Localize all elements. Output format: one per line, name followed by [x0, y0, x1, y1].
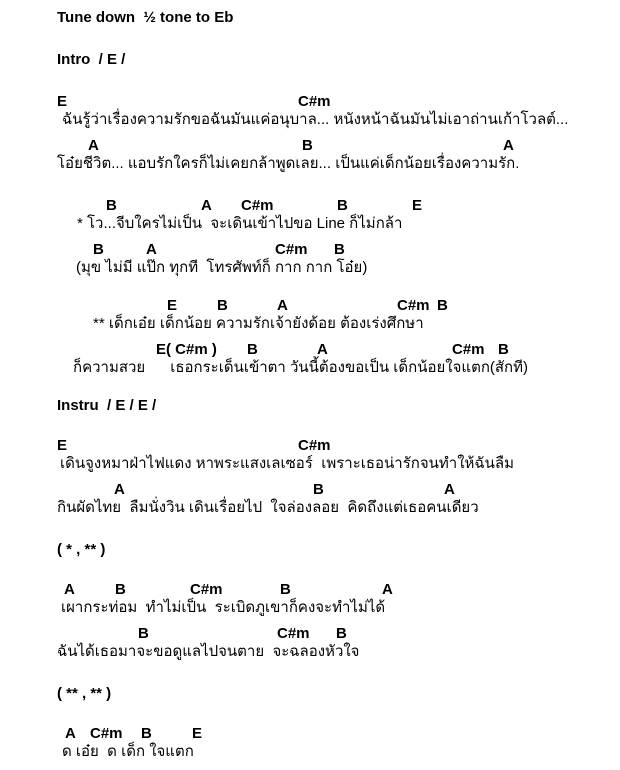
chord-symbol: B	[302, 137, 313, 154]
chord-symbol: B	[106, 197, 117, 214]
lyric-line: เดินจูงหมาฝ่าไฟแดง หาพระแสงเลเซอร์ เพราะเธอน่ารักจนทำให้ฉันลืม	[60, 455, 514, 472]
chord-symbol: B	[138, 625, 149, 642]
chord-symbol: B	[336, 625, 347, 642]
lyric-line: ** เด็กเอ๋ย เด็กน้อย ความรักเจ้ายังด้อย ต้องเร่งศึกษา	[93, 315, 424, 332]
chord-symbol: A	[503, 137, 514, 154]
lyric-line: ด เอ๋ย ด เด็ก ใจแตก	[62, 743, 194, 760]
chord-symbol: E	[192, 725, 203, 742]
chord-line	[0, 240, 620, 259]
chord-symbol: B	[337, 197, 348, 214]
chord-symbol: E( C#m )	[156, 341, 217, 358]
chord-symbol: B	[141, 725, 152, 742]
section-label: ( ** , ** )	[57, 685, 112, 702]
chord-line	[0, 724, 620, 743]
section-label: Instru / E / E /	[57, 397, 157, 414]
chord-symbol: C#m	[277, 625, 310, 642]
chord-line	[0, 580, 620, 599]
chord-line	[0, 196, 620, 215]
chord-symbol: B	[217, 297, 228, 314]
chord-line	[0, 340, 620, 359]
chord-symbol: B	[115, 581, 126, 598]
chord-symbol: B	[247, 341, 258, 358]
chord-symbol: A	[146, 241, 157, 258]
chord-symbol: B	[93, 241, 104, 258]
chord-symbol: C#m	[190, 581, 223, 598]
lyric-line: ก็ความสวย เธอกระเด็นเข้าตา วันนี้ต้องขอเป็น เด็กน้อยใจแตก(สักที)	[73, 359, 529, 376]
chord-line	[0, 136, 620, 155]
section-label: Tune down ½ tone to Eb	[57, 9, 234, 26]
chord-symbol: C#m	[298, 437, 331, 454]
chord-symbol: C#m	[397, 297, 430, 314]
chord-symbol: A	[64, 581, 75, 598]
chord-line	[0, 436, 620, 455]
chord-symbol: E	[167, 297, 178, 314]
chord-symbol: C#m	[90, 725, 123, 742]
chord-symbol: C#m	[452, 341, 485, 358]
chord-symbol: A	[201, 197, 212, 214]
chord-line	[0, 480, 620, 499]
chord-symbol: A	[444, 481, 455, 498]
lyric-line: * โว...จีบใครไม่เป็น จะเดินเข้าไปขอ Line ก็ไม่กล้า	[77, 215, 403, 232]
chord-symbol: C#m	[241, 197, 274, 214]
lyric-line: โอ๋ยชีวิต... แอบรักใครก็ไม่เคยกล้าพูดเลย... เป็นแค่เด็กน้อยเรื่องความรัก.	[57, 155, 520, 172]
chord-symbol: B	[280, 581, 291, 598]
chord-symbol: A	[317, 341, 328, 358]
section-label: ( * , ** )	[57, 541, 106, 558]
chord-symbol: A	[88, 137, 99, 154]
section-label: Intro / E /	[57, 51, 126, 68]
chord-symbol: E	[57, 437, 68, 454]
chord-symbol: A	[114, 481, 125, 498]
chord-line	[0, 296, 620, 315]
chord-symbol: E	[57, 93, 68, 110]
chord-line	[0, 624, 620, 643]
chord-symbol: B	[313, 481, 324, 498]
chord-symbol: C#m	[275, 241, 308, 258]
chord-line	[0, 92, 620, 111]
lyric-line: เผากระท่อม ทำไม่เป็น ระเบิดภูเขาก็คงจะทำไม่ได้	[61, 599, 386, 616]
lyric-line: (มุข ไม่มี แป๊ก ทุกที โทรศัพท์ก็ กาก กาก โอ๋ย)	[76, 259, 368, 276]
chord-symbol: C#m	[298, 93, 331, 110]
lyric-line: กินผัดไทย ลืมนั่งวิน เดินเรื่อยไป ใจล่องลอย คิดถึงแต่เธอคนเดียว	[57, 499, 479, 516]
chord-symbol: B	[498, 341, 509, 358]
lyric-line: ฉันรู้ว่าเรื่องความรักขอฉันมันแค่อนุบาล... หนังหน้าฉันมันไม่เอาถ่านเก้าโวลต์...	[62, 111, 569, 128]
chord-symbol: A	[65, 725, 76, 742]
lyric-line: ฉันได้เธอมาจะขอดูแลไปจนตาย จะฉลองหัวใจ	[57, 643, 360, 660]
chord-symbol: B	[334, 241, 345, 258]
chord-symbol: E	[412, 197, 423, 214]
chord-symbol: A	[382, 581, 393, 598]
chord-symbol: B	[437, 297, 448, 314]
chord-symbol: A	[277, 297, 288, 314]
